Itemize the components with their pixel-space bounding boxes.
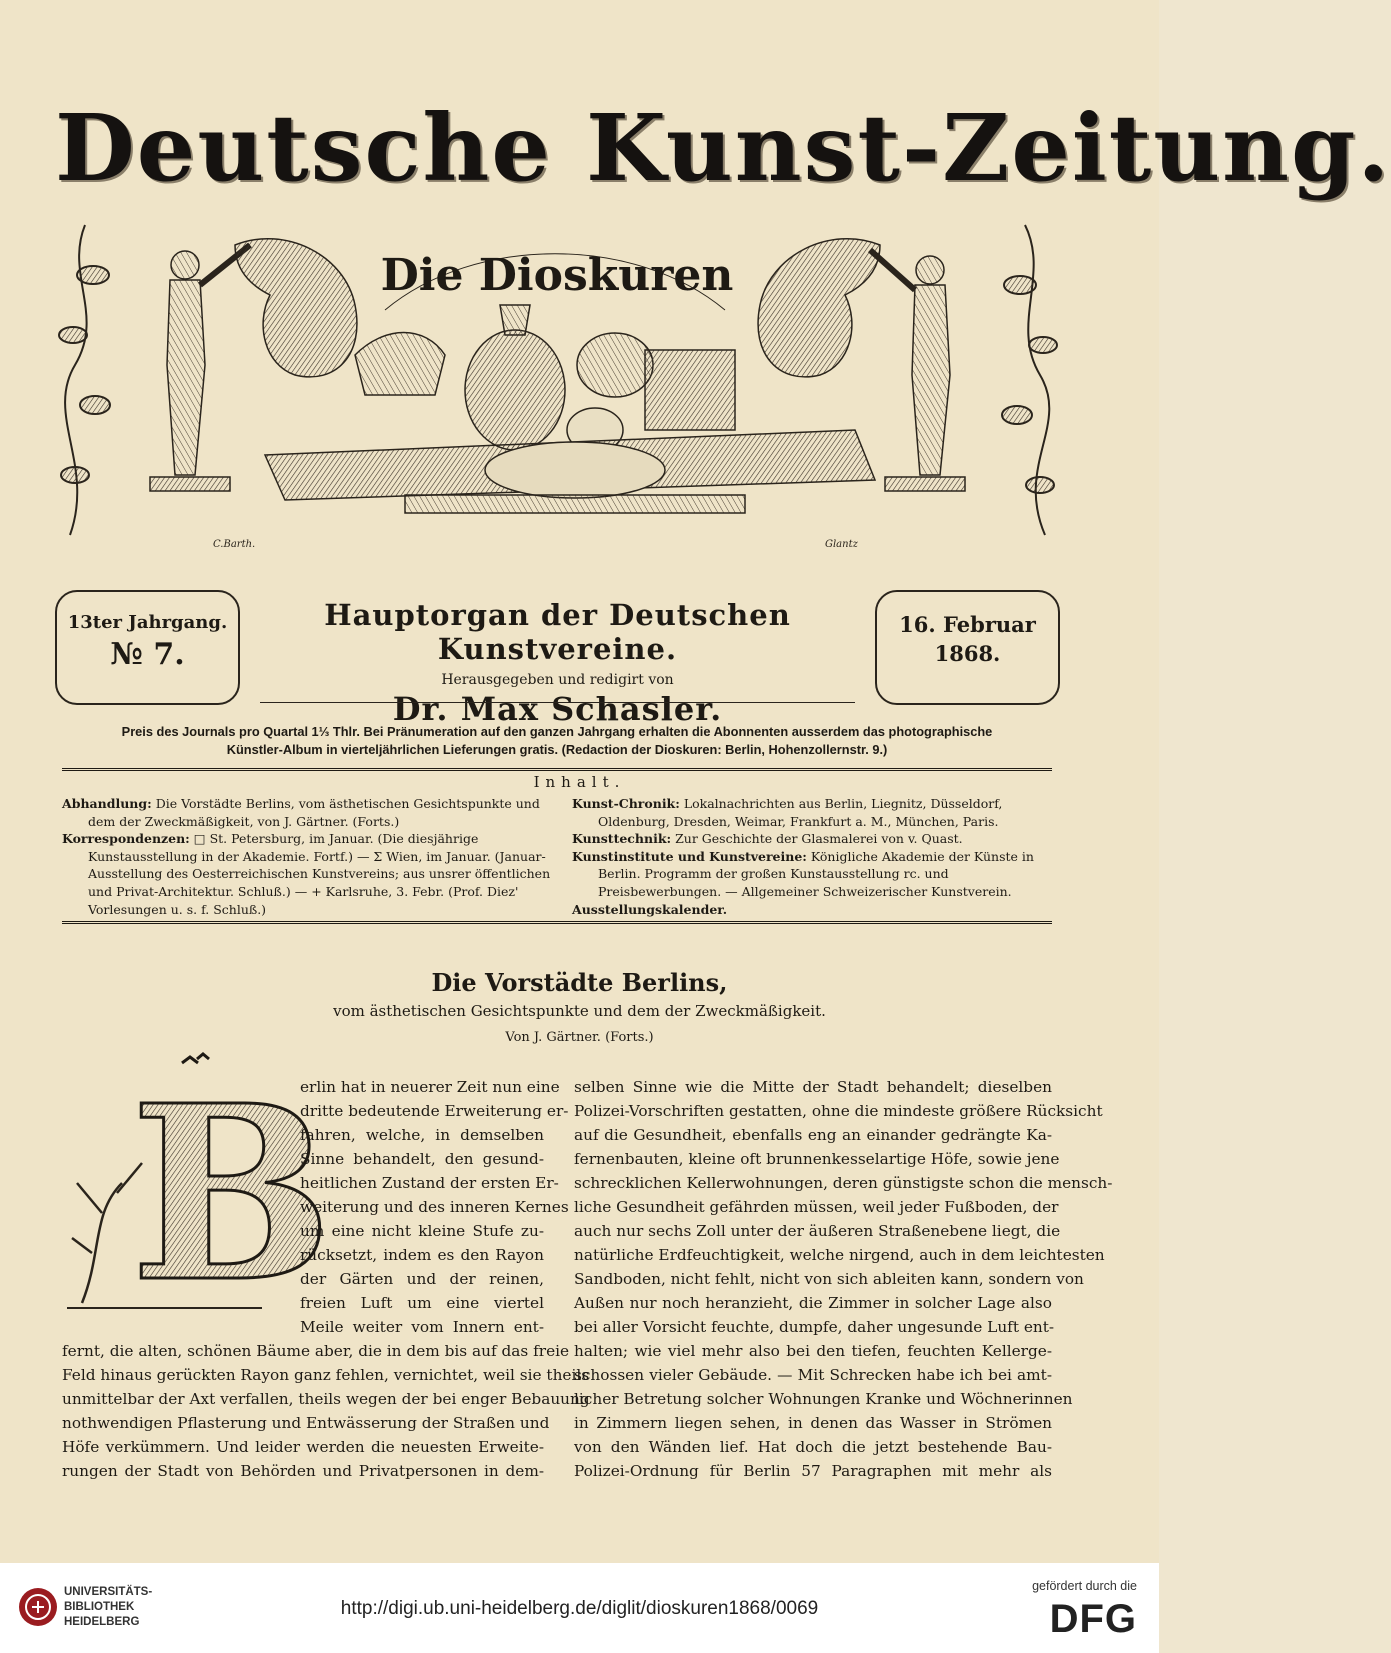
issue-year: 1868.	[934, 641, 1001, 666]
article-line: fernt, die alten, schönen Bäume aber, die in dem bis auf das freie	[62, 1342, 570, 1360]
toc-entry	[62, 795, 552, 830]
article-line: rungen der Stadt von Behörden und Privatpersonen in dem-	[62, 1462, 544, 1480]
article-line: von den Wänden lief. Hat doch die jetzt bestehende Bau-	[574, 1438, 1052, 1456]
article-line: unmittelbar der Axt verfallen, theils wegen der bei enger Bebauung	[62, 1390, 590, 1408]
toc-left-column	[62, 795, 552, 918]
article-byline: Von J. Gärtner. (Forts.)	[505, 1030, 654, 1045]
article-line: fernenbauten, kleine oft brunnenkesselartige Höfe, sowie jene	[574, 1150, 1060, 1168]
toc-bottom-rule	[62, 921, 1052, 924]
date-cartouche	[875, 590, 1060, 705]
article-line: liche Gesundheit gefährden müssen, weil jeder Fußboden, der	[574, 1198, 1059, 1216]
issue-cartouche	[55, 590, 240, 705]
article-line: Höfe verkümmern. Und leider werden die neuesten Erweite-	[62, 1438, 544, 1456]
article-line: schossen vieler Gebäude. — Mit Schrecken habe ich bei amt-	[574, 1366, 1052, 1384]
funding-note: gefördert durch die	[1032, 1579, 1137, 1593]
toc-right-column	[572, 795, 1052, 918]
toc-top-rule	[62, 768, 1052, 771]
left-statue-figure	[150, 245, 250, 491]
article-line: nothwendigen Pflasterung und Entwässerung der Straßen und	[62, 1414, 550, 1432]
article-line: in Zimmern liegen sehen, in denen das Wasser in Strömen	[574, 1414, 1052, 1432]
toc-entry-label: Korrespondenzen:	[62, 831, 190, 847]
toc-entry-label: Kunsttechnik:	[572, 831, 672, 847]
toc-entry-text: Die Vorstädte Berlins, vom ästhetischen Gesichtspunkte und dem der Zweckmäßigkeit, von J. Gärtner. (Forts.)	[88, 796, 540, 829]
toc-entry	[572, 795, 1052, 830]
toc-heading: Inhalt.	[533, 773, 626, 791]
article-line: Sandboden, nicht fehlt, nicht von sich ableiten kann, sondern von	[574, 1270, 1084, 1288]
masthead-title: Deutsche Kunst-Zeitung.	[55, 94, 1391, 202]
article-title: Die Vorstädte Berlins,	[431, 968, 728, 997]
right-horse	[758, 239, 880, 377]
issue-number: № 7.	[110, 637, 185, 672]
engraver-right: Glantz	[825, 539, 858, 550]
article-line: fahren, welche, in demselben	[300, 1126, 544, 1144]
editor-note: Herausgegeben und redigirt von	[441, 672, 674, 688]
article-line: Außen nur noch heranzieht, die Zimmer in solcher Lage also	[574, 1294, 1052, 1312]
toc-entry-text: Lokalnachrichten aus Berlin, Liegnitz, Düsseldorf, Oldenburg, Dresden, Weimar, Frankfurt a. M., München, Paris.	[598, 796, 1003, 829]
article-column-right	[574, 1075, 1113, 1483]
article-line: erlin hat in neuerer Zeit nun eine	[300, 1078, 560, 1096]
toc-entry-text: Zur Geschichte der Glasmalerei von v. Quast.	[675, 831, 963, 847]
toc-entry-text: □ St. Petersburg, im Januar. (Die diesjährige Kunstausstellung in der Akademie. Fortf.) — Σ Wien, im Januar. (Januar-Ausstellung des Oesterreichischen Kunstvereins; aus unsrer öffentlichen und Privat-Architektur. Schluß.) — + Karlsruhe, 3. Febr. (Prof. Diez' Vorlesungen u. s. f. Schluß.)	[88, 831, 551, 917]
article-line: auch nur sechs Zoll unter der äußeren Straßenebene liegt, die	[574, 1222, 1061, 1240]
article-line: Polizei-Vorschriften gestatten, ohne die mindeste größere Rücksicht	[574, 1102, 1103, 1120]
dfg-logo: DFG	[1049, 1597, 1137, 1641]
price-note-line-1: Preis des Journals pro Quartal 1⅓ Thlr. Bei Pränumeration auf den ganzen Jahrgang erhalten die Abonnenten ausserdem das photographische	[121, 724, 993, 739]
right-vine-ornament	[1002, 225, 1057, 535]
article-line: weiterung und des inneren Kernes	[300, 1198, 569, 1216]
article-line: freien Luft um eine viertel	[300, 1294, 544, 1312]
subtitle-block	[260, 590, 855, 728]
dioskuren-banner	[381, 250, 734, 310]
article-line: Sinne behandelt, den gesund-	[300, 1150, 544, 1168]
article-line: rücksetzt, indem es den Rayon	[300, 1246, 544, 1264]
toc-entry	[62, 830, 552, 918]
editor-name: Dr. Max Schasler.	[392, 690, 723, 728]
toc-entry-label: Kunst-Chronik:	[572, 796, 680, 811]
price-note	[62, 723, 1052, 759]
article-line: natürliche Erdfeuchtigkeit, welche nirgend, auch in dem leichtesten	[574, 1246, 1105, 1264]
banner-text: Die Dioskuren	[380, 250, 734, 301]
article-line: um eine nicht kleine Stufe zu-	[300, 1222, 544, 1240]
header-band	[55, 590, 1060, 728]
source-url[interactable]: http://digi.ub.uni-heidelberg.de/diglit/dioskuren1868/0069	[340, 1598, 819, 1619]
article-line: der Gärten und der reinen,	[300, 1270, 544, 1288]
left-horse	[235, 239, 357, 377]
article-line: auf die Gesundheit, ebenfalls eng an einander gedrängte Ka-	[574, 1126, 1052, 1144]
article-line: schrecklichen Kellerwohnungen, deren günstigste schon die mensch-	[574, 1174, 1113, 1192]
toc-entry-label: Kunstinstitute und Kunstvereine:	[572, 848, 807, 864]
article-line: heitlichen Zustand der ersten Er-	[300, 1174, 559, 1192]
digitization-footer	[0, 1563, 1159, 1653]
article-line: Meile weiter vom Innern ent-	[300, 1318, 544, 1336]
header-rule	[260, 702, 855, 703]
toc-entry-label: Ausstellungskalender.	[572, 901, 728, 917]
university-name: UNIVERSITÄTS- BIBLIOTHEK HEIDELBERG	[64, 1586, 153, 1628]
toc-entry-label: Abhandlung:	[62, 796, 152, 811]
toc-entry-text: Königliche Akademie der Künste in Berlin. Programm der großen Kunstausstellung rc. und Preisbewerbungen. — Allgemeiner Schweizerischer Kunstverein.	[598, 848, 1034, 899]
toc-entry	[572, 901, 1052, 919]
year-label: 13ter Jahrgang.	[67, 612, 228, 633]
left-vine-ornament	[59, 225, 110, 535]
initial-letter: B	[130, 1053, 333, 1335]
article-line: bei aller Vorsicht feuchte, dumpfe, daher ungesunde Luft ent-	[574, 1318, 1055, 1336]
issue-date: 16. Februar	[899, 612, 1036, 637]
article-line: Feld hinaus gerückten Rayon ganz fehlen, vernichtet, weil sie theils	[62, 1366, 590, 1384]
toc-entry	[572, 848, 1052, 901]
toc-entry	[572, 830, 1052, 848]
article-line: licher Betretung solcher Wohnungen Kranke und Wöchnerinnen	[574, 1390, 1073, 1408]
article-line: selben Sinne wie die Mitte der Stadt behandelt; dieselben	[574, 1078, 1052, 1096]
article-line: dritte bedeutende Erweiterung er-	[300, 1102, 569, 1120]
article-subtitle: vom ästhetischen Gesichtspunkte und dem der Zweckmäßigkeit.	[333, 1002, 826, 1020]
engraving-illustration	[55, 215, 1060, 575]
article-line: Polizei-Ordnung für Berlin 57 Paragraphen mit mehr als	[574, 1462, 1052, 1480]
article-column-left	[62, 1075, 590, 1483]
engraver-left: C.Barth.	[213, 539, 256, 550]
publication-subtitle: Hauptorgan der Deutschen Kunstvereine.	[324, 598, 791, 666]
article-line: halten; wie viel mehr also bei den tiefen, feuchten Kellerge-	[574, 1342, 1052, 1360]
masthead-engraving	[55, 215, 1060, 575]
price-note-line-2: Künstler-Album in vierteljährlichen Lieferungen gratis. (Redaction der Dioskuren: Berlin, Hohenzollernstr. 9.)	[226, 742, 888, 757]
right-statue-figure	[870, 250, 965, 491]
